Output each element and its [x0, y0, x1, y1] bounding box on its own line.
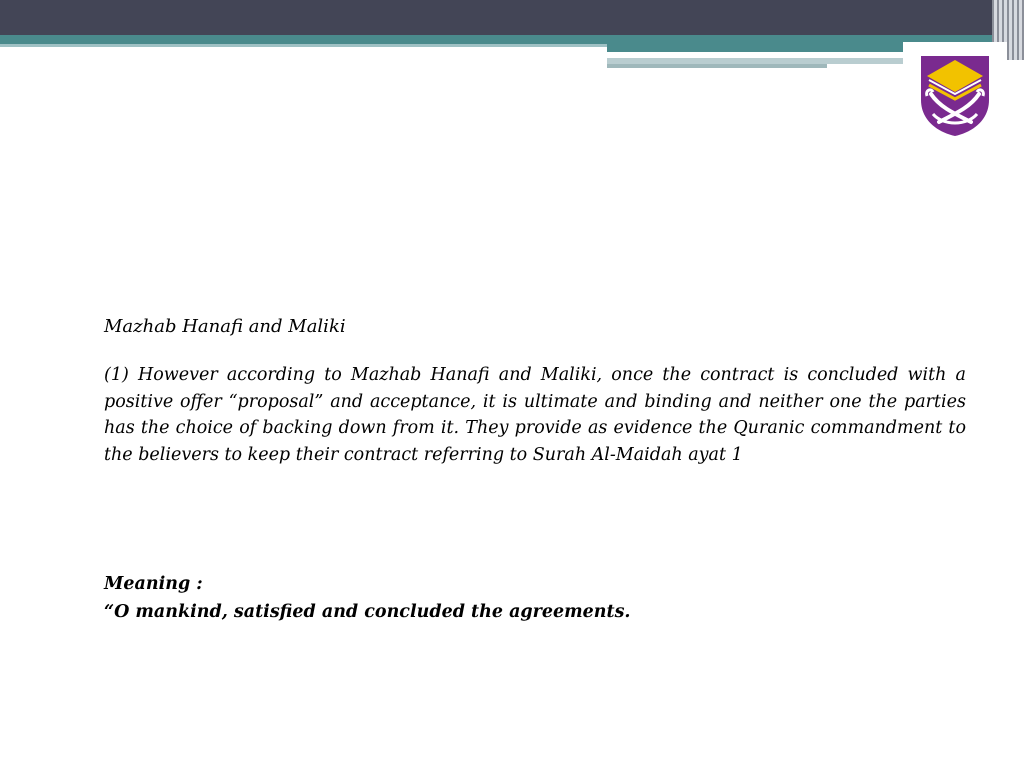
meaning-text: “O mankind, satisfied and concluded the agreements. [104, 602, 631, 622]
accent-stripe [607, 44, 904, 52]
top-bar [0, 0, 1024, 35]
section-heading: Mazhab Hanafi and Maliki [104, 316, 346, 337]
top-accent-line [0, 44, 610, 47]
content-body [104, 314, 966, 468]
body-paragraph: (1) However according to Mazhab Hanafi and Maliki, once the contract is concluded with a positive offer “proposal” and acceptance, it is ultimate and binding and neither one the parties has the choice of backing down from it. They provide as evidence the Quranic commandment to the believers to keep their contract referring to Surah Al-Maidah ayat 1 [104, 365, 966, 465]
meaning-block [104, 570, 966, 626]
meaning-label: Meaning : [104, 574, 203, 594]
top-accent-band [0, 35, 1024, 44]
uitm-crest-icon [917, 50, 993, 136]
accent-stripe-short [607, 64, 827, 68]
